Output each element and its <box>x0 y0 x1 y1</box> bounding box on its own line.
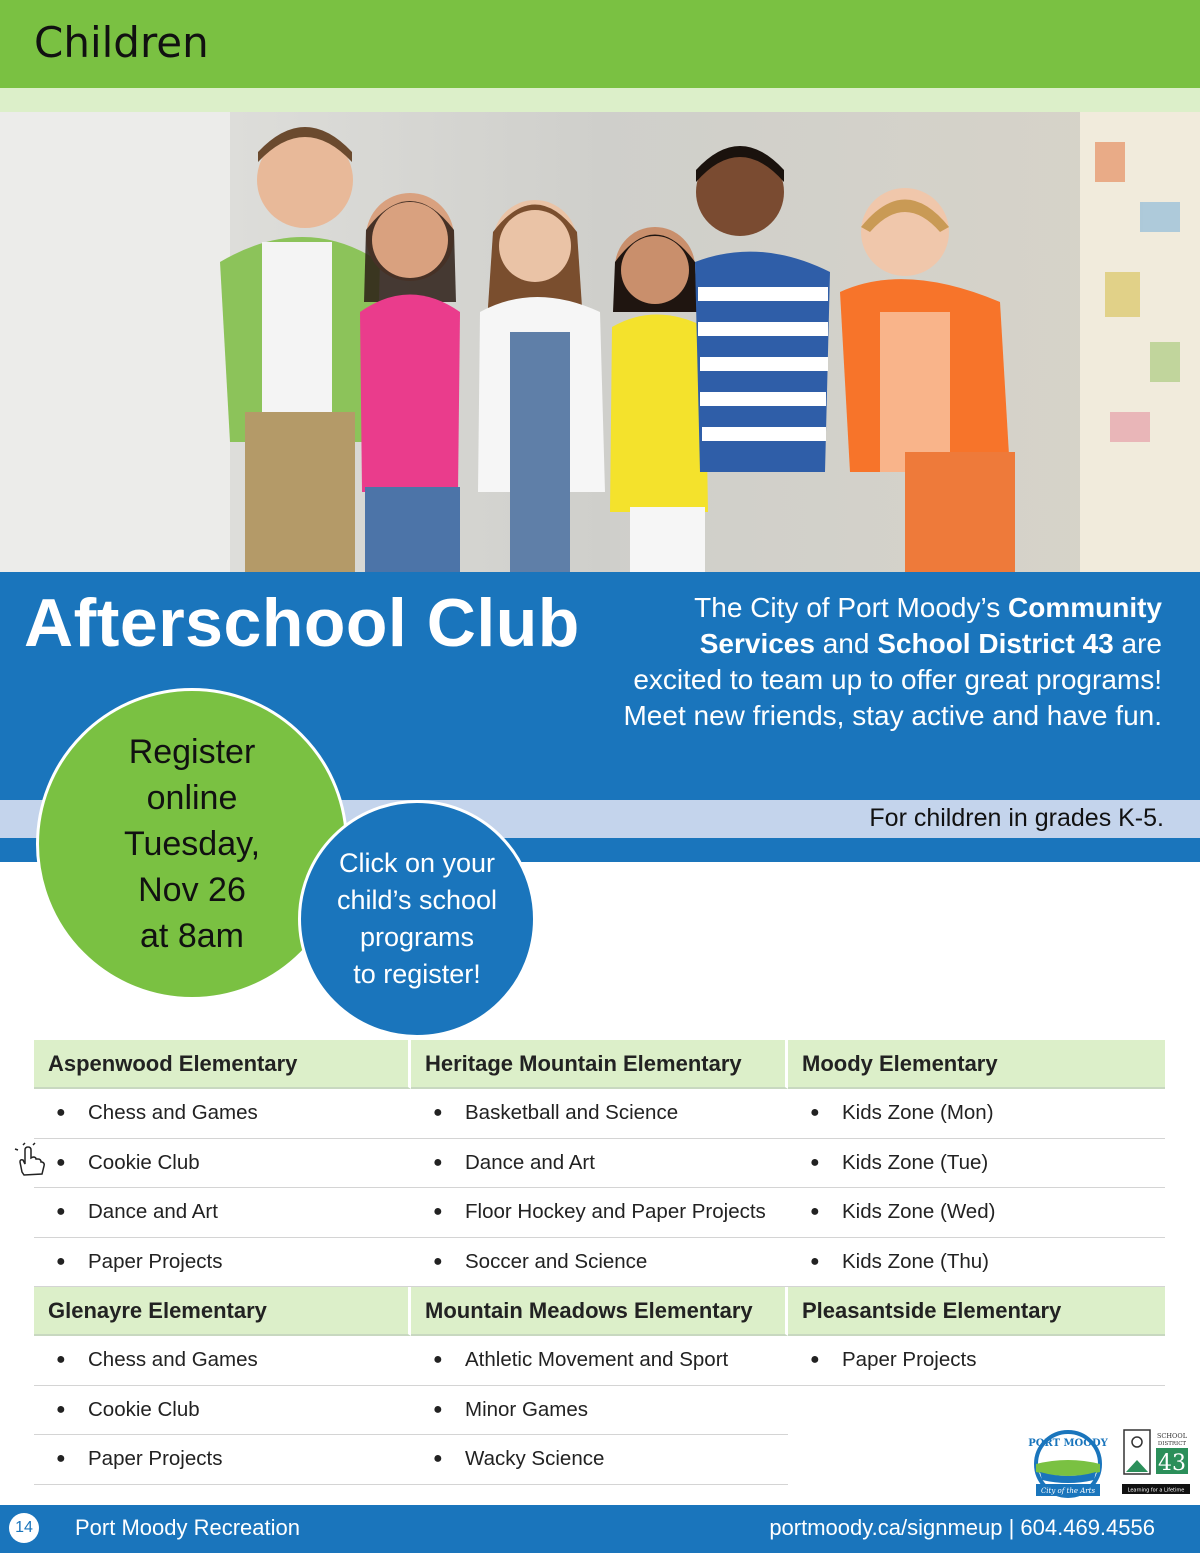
click-line: child’s school <box>336 885 498 915</box>
register-line: Nov 26 <box>138 871 246 909</box>
program-link[interactable]: ● Dance and Art <box>34 1188 411 1238</box>
program-link[interactable]: ● Athletic Movement and Sport <box>411 1336 788 1386</box>
program-link[interactable]: ● Kids Zone (Mon) <box>788 1089 1165 1139</box>
program-link[interactable]: ● Minor Games <box>411 1386 788 1436</box>
register-line: online <box>146 779 238 817</box>
program-link[interactable]: ● Chess and Games <box>34 1089 411 1139</box>
sd-logo-number: 43 <box>1158 1451 1186 1476</box>
sd-logo-tagline: Learning for a Lifetime <box>1127 1487 1185 1494</box>
click-line: programs <box>359 922 475 952</box>
program-row <box>34 1435 1166 1485</box>
school-name-heritage-mountain: Heritage Mountain Elementary <box>411 1040 788 1089</box>
click-line: Click on your <box>338 848 496 878</box>
register-date-circle <box>36 688 348 1000</box>
footer-brand: Port Moody Recreation <box>75 1515 300 1540</box>
school-name-mountain-meadows: Mountain Meadows Elementary <box>411 1287 788 1336</box>
port-moody-logo-text: PORT MOODY <box>1028 1438 1108 1449</box>
grades-note: For children in grades K-5. <box>869 804 1164 832</box>
school-district-43-logo <box>1120 1426 1192 1498</box>
club-title: Afterschool Club <box>24 585 580 661</box>
program-link[interactable]: ● Wacky Science <box>411 1435 788 1485</box>
program-row <box>34 1238 1166 1288</box>
school-name-glenayre: Glenayre Elementary <box>34 1287 411 1336</box>
program-row <box>34 1386 1166 1436</box>
program-link[interactable]: ● Kids Zone (Wed) <box>788 1188 1165 1238</box>
program-link[interactable]: ● Chess and Games <box>34 1336 411 1386</box>
program-row <box>34 1188 1166 1238</box>
section-title: Children <box>34 18 209 67</box>
register-line: Tuesday, <box>123 825 261 863</box>
school-name-aspenwood: Aspenwood Elementary <box>34 1040 411 1089</box>
program-link[interactable]: ● Soccer and Science <box>411 1238 788 1288</box>
school-name-moody: Moody Elementary <box>788 1040 1165 1089</box>
school-header-row <box>34 1040 1166 1089</box>
schools-table <box>34 1040 1166 1485</box>
school-name-pleasantside: Pleasantside Elementary <box>788 1287 1165 1336</box>
click-to-register-circle <box>298 800 536 1038</box>
program-link[interactable]: ● Paper Projects <box>34 1435 411 1485</box>
program-row <box>34 1089 1166 1139</box>
register-line: Register <box>128 733 256 771</box>
port-moody-tagline: City of the Arts <box>1040 1487 1096 1495</box>
hand-pointer-icon <box>14 1142 50 1178</box>
program-link[interactable]: ● Floor Hockey and Paper Projects <box>411 1188 788 1238</box>
program-link[interactable]: ● Dance and Art <box>411 1139 788 1189</box>
page-number-badge: 14 <box>9 1513 39 1543</box>
click-line: to register! <box>353 959 481 989</box>
program-link[interactable]: ● Paper Projects <box>34 1238 411 1288</box>
children-photo <box>0 112 1200 574</box>
port-moody-logo <box>1022 1428 1114 1498</box>
header-accent-strip <box>0 88 1200 112</box>
children-photo-illustration <box>0 112 1200 574</box>
sd-logo-school: SCHOOL <box>1156 1432 1188 1440</box>
school-header-row <box>34 1287 1166 1336</box>
program-link[interactable]: ● Cookie Club <box>34 1386 411 1436</box>
program-link[interactable]: ● Paper Projects <box>788 1336 1165 1386</box>
sd-logo-district: DISTRICT <box>1157 1441 1187 1447</box>
program-row <box>34 1139 1166 1189</box>
program-link[interactable]: ● Basketball and Science <box>411 1089 788 1139</box>
program-row <box>34 1336 1166 1386</box>
footer-contact-link[interactable]: portmoody.ca/signmeup | 604.469.4556 <box>769 1515 1155 1540</box>
program-link[interactable]: ● Cookie Club <box>34 1139 411 1189</box>
register-line: at 8am <box>140 917 244 955</box>
program-link[interactable]: ● Kids Zone (Thu) <box>788 1238 1165 1288</box>
program-link[interactable]: ● Kids Zone (Tue) <box>788 1139 1165 1189</box>
intro-text: The City of Port Moody’s Community Services and School District 43 are excited to team up to offer great programs! Meet new friends, stay active and have fun. <box>623 592 1162 731</box>
section-header <box>0 0 1200 88</box>
